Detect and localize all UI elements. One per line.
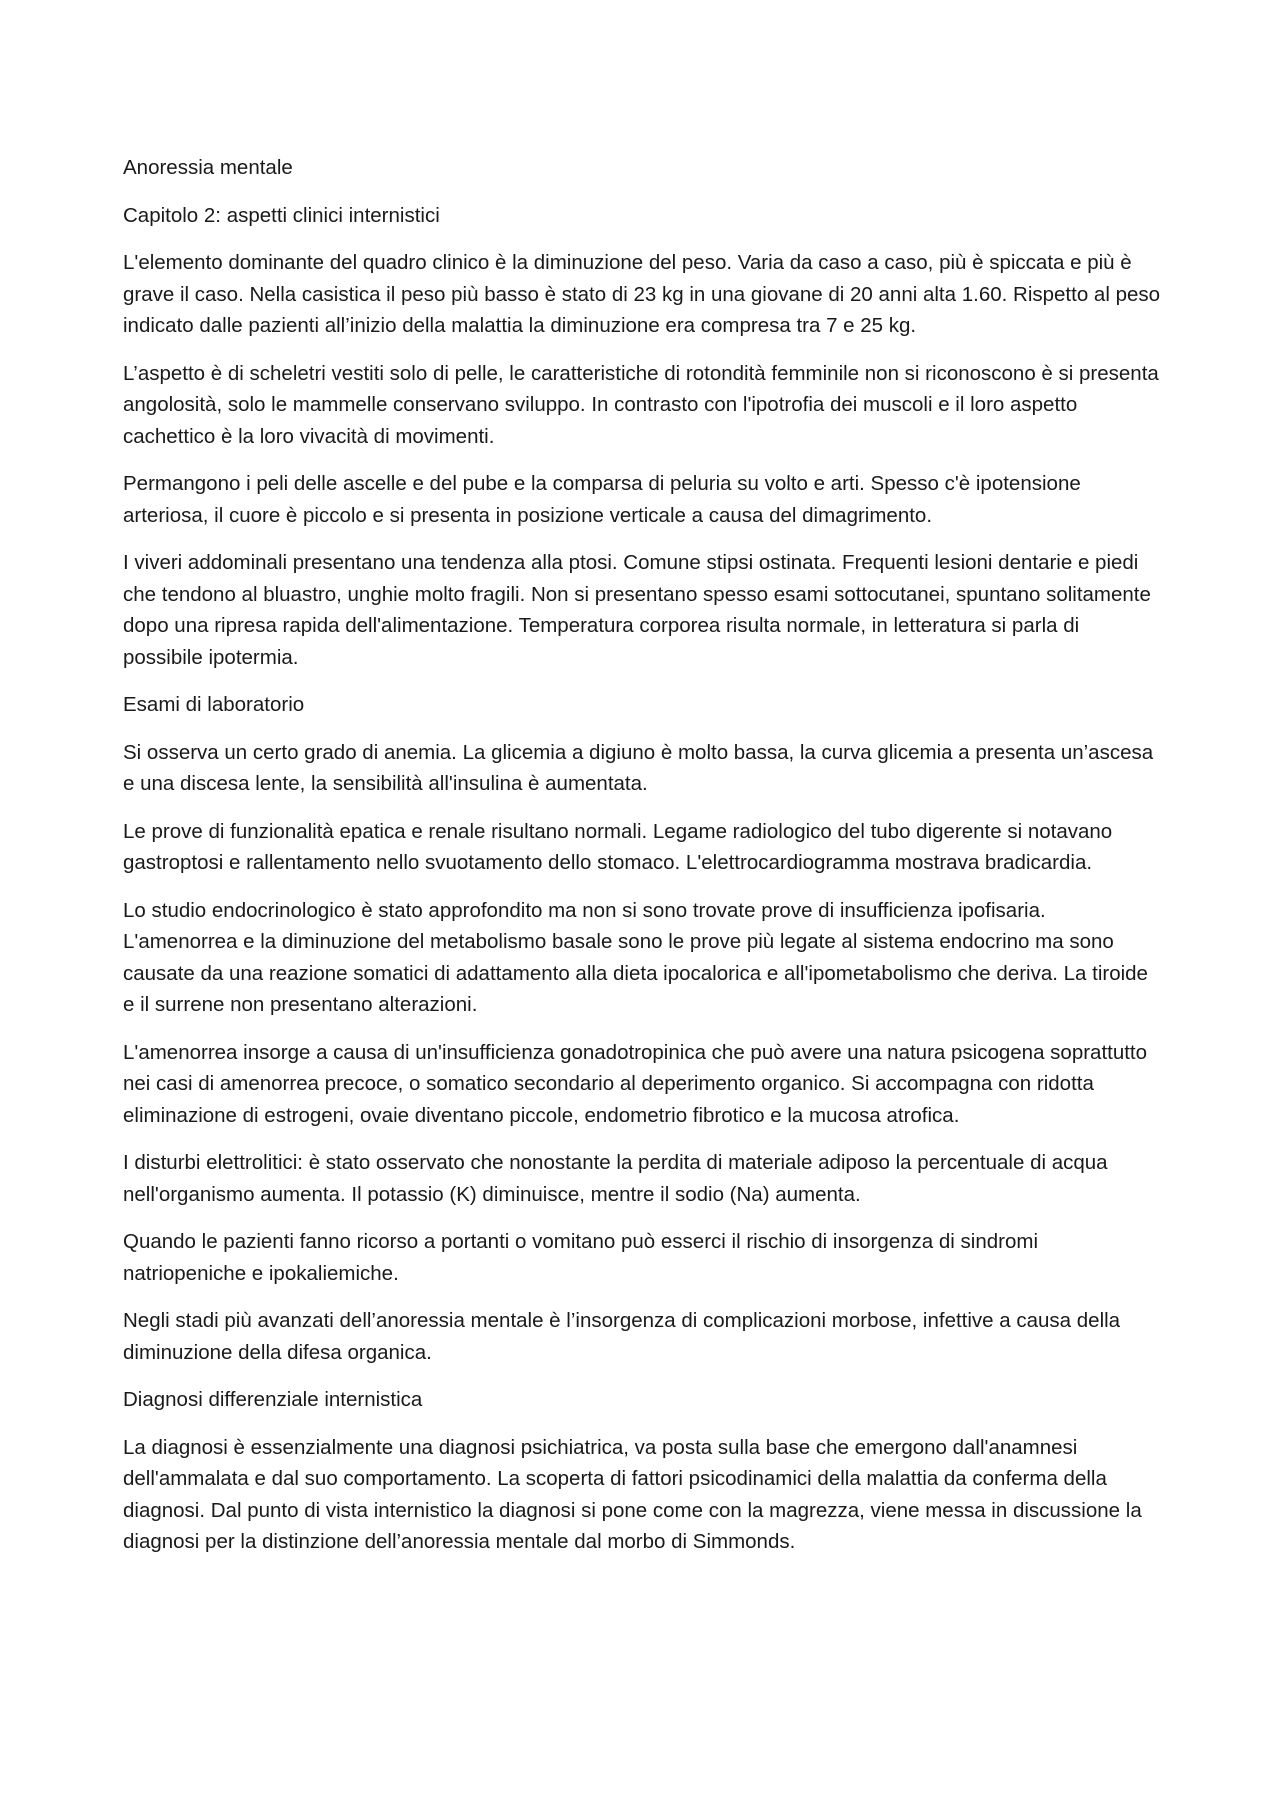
paragraph: L'elemento dominante del quadro clinico è la diminuzione del peso. Varia da caso a caso, più è spiccata e più è grave il caso. Nella casistica il peso più basso è stato di 23 kg in una giovane di 20 anni alta 1.60. Rispetto al peso indicato dalle pazienti all’inizio della malattia la diminuzione era compresa tra 7 e 25 kg. bbox=[123, 251, 1161, 337]
section-heading-diagnosis: Diagnosi differenziale internistica bbox=[123, 1388, 423, 1411]
section-heading-lab: Esami di laboratorio bbox=[123, 693, 305, 716]
paragraph: L’aspetto è di scheletri vestiti solo di pelle, le caratteristiche di rotondità femminile non si riconoscono è si presenta angolosità, solo le mammelle conservano sviluppo. In contrasto con l'ipotrofia dei muscoli e il loro aspetto cachettico è la loro vivacità di movimenti. bbox=[123, 361, 1159, 448]
paragraph: I disturbi elettrolitici: è stato osservato che nonostante la perdita di materiale adiposo la percentuale di acqua nell'organismo aumenta. Il potassio (K) diminuisce, mentre il sodio (Na) aumenta. bbox=[123, 1151, 1108, 1206]
paragraph: I viveri addominali presentano una tendenza alla ptosi. Comune stipsi ostinata. Frequenti lesioni dentarie e piedi che tendono al bluastro, unghie molto fragili. Non si presentano spesso esami sottocutanei, spuntano solitamente dopo una ripresa rapida dell'alimentazione. Temperatura corporea risulta normale, in letteratura si parla di possibile ipotermia. bbox=[123, 551, 1151, 669]
paragraph: L'amenorrea insorge a causa di un'insufficienza gonadotropinica che può avere una natura psicogena soprattutto nei casi di amenorrea precoce, o somatico secondario al deperimento organico. Si accompagna con ridotta eliminazione di estrogeni, ovaie diventano piccole, endometrio fibrotico e la mucosa atrofica. bbox=[123, 1040, 1148, 1127]
chapter-heading: Capitolo 2: aspetti clinici internistici bbox=[123, 203, 440, 227]
paragraph: La diagnosi è essenzialmente una diagnosi psichiatrica, va posta sulla base che emergono dall'anamnesi dell'ammalata e dal suo comportamento. La scoperta di fattori psicodinamici della malattia da conferma della diagnosi. Dal punto di vista internistico la diagnosi si pone come con la magrezza, viene messa in discussione la diagnosi per la distinzione dell’anoressia mentale dal morbo di Simmonds. bbox=[123, 1435, 1142, 1553]
paragraph: Si osserva un certo grado di anemia. La glicemia a digiuno è molto bassa, la curva glicemia a presenta un’ascesa e una discesa lente, la sensibilità all'insulina è aumentata. bbox=[123, 740, 1154, 795]
document-page bbox=[123, 152, 1163, 1574]
paragraph: Quando le pazienti fanno ricorso a portanti o vomitano può esserci il rischio di insorgenza di sindromi natriopeniche e ipokaliemiche. bbox=[123, 1230, 1039, 1285]
paragraph: Lo studio endocrinologico è stato approfondito ma non si sono trovate prove di insufficienza ipofisaria. L'amenorrea e la diminuzione del metabolismo basale sono le prove più legate al sistema endocrino ma sono causate da una reazione somatici di adattamento alla dieta ipocalorica e all'ipometabolismo che deriva. La tiroide e il surrene non presentano alterazioni. bbox=[123, 898, 1148, 1016]
paragraph: Le prove di funzionalità epatica e renale risultano normali. Legame radiologico del tubo digerente si notavano gastroptosi e rallentamento nello svuotamento dello stomaco. L'elettrocardiogramma mostrava bradicardia. bbox=[123, 819, 1113, 874]
paragraph: Permangono i peli delle ascelle e del pube e la comparsa di peluria su volto e arti. Spesso c'è ipotensione arteriosa, il cuore è piccolo e si presenta in posizione verticale a causa del dimagrimento. bbox=[123, 472, 1081, 527]
document-title: Anoressia mentale bbox=[123, 156, 293, 179]
paragraph: Negli stadi più avanzati dell’anoressia mentale è l’insorgenza di complicazioni morbose, infettive a causa della diminuzione della difesa organica. bbox=[123, 1309, 1121, 1364]
